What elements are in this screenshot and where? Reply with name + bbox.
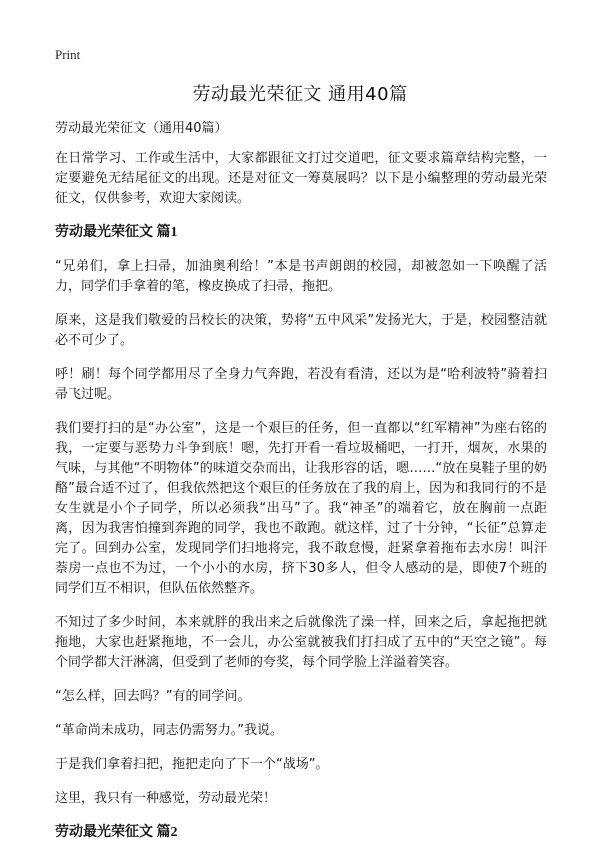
paragraph: “兄弟们，拿上扫帚，加油奥利给！”本是书声朗朗的校园，却被忽如一下唤醒了活力，同学们手拿着的笔，橡皮换成了扫帚，拖把。 xyxy=(55,259,547,294)
paragraph: 于是我们拿着扫把，拖把走向了下一个“战场”。 xyxy=(55,757,329,772)
paragraph: “革命尚未成功，同志仍需努力。”我说。 xyxy=(55,723,283,738)
paragraph: 不知过了多少时间，本来就胖的我出来之后就像洗了澡一样，回来之后，拿起拖把就拖地，大家也赶紧拖地，不一会儿，办公室就被我们打扫成了五中的“天空之镜”。每个同学都大汗淋漓，但受到了老师的夸奖，每个同学脸上洋溢着笑容。 xyxy=(55,615,547,670)
article-body xyxy=(55,119,547,857)
section-heading-2: 劳动最光荣征文 篇2 xyxy=(55,825,178,840)
section-heading-1: 劳动最光荣征文 篇1 xyxy=(55,225,178,240)
paragraph: 这里，我只有一种感觉，劳动最光荣！ xyxy=(55,791,277,806)
paragraph: “怎么样，回去吗？”有的同学问。 xyxy=(55,689,251,704)
page-title: 劳动最光荣征文 通用40篇 xyxy=(192,84,408,105)
paragraph: 原来，这是我们敬爱的吕校长的决策，势将“五中风采”发扬光大，于是，校园整洁就必不可少了。 xyxy=(55,313,547,348)
paragraph: 呼！刷！每个同学都用尽了全身力气奔跑，若没有看清，还以为是“哈利波特”骑着扫帚飞过呢。 xyxy=(55,367,547,402)
intro-paragraph: 在日常学习、工作或生活中，大家都跟征文打过交道吧，征文要求篇章结构完整，一定要避免无结尾征文的出现。还是对征文一筹莫展吗？以下是小编整理的劳动最光荣征文，仅供参考，欢迎大家阅读。 xyxy=(55,151,547,206)
print-link[interactable]: Print xyxy=(55,47,81,62)
article-subtitle: 劳动最光荣征文（通用40篇） xyxy=(55,121,228,136)
paragraph: 我们要打扫的是“办公室”，这是一个艰巨的任务，但一直都以“红军精神”为座右铭的我，一定要与恶势力斗争到底！嗯，先打开看一看垃圾桶吧，一打开，烟灰，水果的气味，与其他“不明物体”的味道交杂而出，让我形容的话，嗯……“放在臭鞋子里的奶酪”最合适不过了，但我依然把这个艰巨的任务放在了我的肩上，因为和我同行的不是女生就是小个子同学，所以必须我“出马”了。我“神圣”的端着它，放在胸前一点距离，因为我害怕撞到奔跑的同学，我也不敢跑。就这样，过了十分钟，“长征”总算走完了。回到办公室，发现同学们扫地将完，我不敢怠慢，赶紧拿着拖布去水房！叫汗萘房一点也不为过，一个小小的水房，挤下30多人，但令人感动的是，即使7个班的同学们互不相识，但队伍依然整齐。 xyxy=(55,421,547,596)
